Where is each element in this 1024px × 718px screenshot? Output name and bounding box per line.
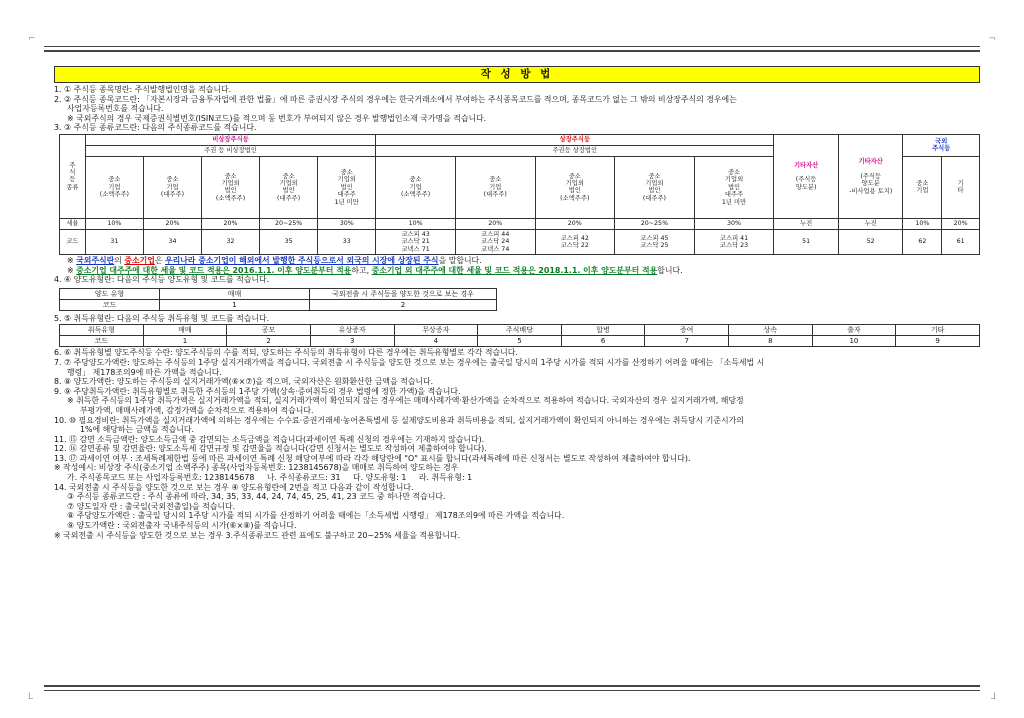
- unlisted-col: 중소 기업 (대주주): [143, 156, 201, 218]
- rate-cell: 누진: [774, 218, 839, 229]
- top-rule: [44, 46, 980, 47]
- instruction-7: 7. ⑦ 주당양도가액란: 양도하는 주식등의 1주당 실지거래가액을 적습니다. 국외전출 시 주식등을 양도한 것으로 보는 경우에는 출국일 당시의 1주당 시가를 적되 시가를 산정하기 어려울 때에는 「소득세법 시: [54, 357, 765, 367]
- bottom-rule: [44, 690, 980, 691]
- rate-cell: 20%: [942, 218, 980, 229]
- table-header: 상속: [729, 325, 813, 336]
- table-cell: 1: [143, 336, 227, 347]
- table-header: 기타: [896, 325, 980, 336]
- instruction-2-cont: 사업자등록번호를 적습니다.: [67, 104, 164, 114]
- instruction-5: 5. ⑤ 취득유형란: 다음의 주식등 취득유형 및 코드를 적습니다.: [54, 313, 270, 323]
- table-cell: 1: [160, 299, 310, 310]
- code-cell: 코스피 42 코스닥 22: [535, 229, 615, 254]
- instruction-9-note-cont: 부평가액, 매매사례가액, 감정가액을 순차적으로 적용하여 적습니다.: [80, 405, 314, 415]
- code-cell: 35: [260, 229, 318, 254]
- listed-group-header: 상장주식등: [376, 134, 774, 145]
- listed-col: 중소 기업외 법인 (소액주주): [535, 156, 615, 218]
- table-header: 국외전출 시 주식등을 양도한 것으로 보는 경우: [310, 288, 497, 299]
- table-cell: 9: [896, 336, 980, 347]
- rate-cell: 10%: [376, 218, 456, 229]
- crop-mark-icon: ⅃: [990, 692, 996, 702]
- code-cell: 62: [903, 229, 942, 254]
- rate-cell: 20%: [455, 218, 535, 229]
- code-cell: 51: [774, 229, 839, 254]
- rate-label: 세율: [60, 218, 86, 229]
- listed-col: 중소 기업 (소액주주): [376, 156, 456, 218]
- crop-mark-icon: ⌐: [28, 34, 36, 44]
- table-cell: 2: [227, 336, 311, 347]
- rate-cell: 10%: [903, 218, 942, 229]
- instruction-13: 13. ⑰ 과세이연 여부 : 조세특례제한법 등에 따른 과세이연 특례 신청 해당여부에 따라 각각 해당란에 "O" 표시를 합니다(과세특례에 따른 신청서는 별도로 작성하여 제출하여야 합니다).: [54, 453, 691, 463]
- instruction-14-a: ③ 주식등 종류코드란 : 주식 종류에 따라, 34, 35, 33, 44, 24, 74, 45, 25, 41, 23 코드 중 하나만 적습니다.: [67, 492, 446, 502]
- listed-col: 중소 기업 (대주주): [455, 156, 535, 218]
- instruction-9: 9. ⑨ 주당취득가액란: 취득유형별로 취득한 주식등의 1주당 가액(상속·증여취득의 경우 법령에 정한 가액)을 적습니다.: [54, 386, 461, 396]
- rate-cell: 30%: [318, 218, 376, 229]
- table-cell: 코드: [60, 299, 160, 310]
- table-cell: 6: [561, 336, 645, 347]
- instruction-4: 4. ④ 양도유형란: 다음의 주식등 양도유형 및 코드를 적습니다.: [54, 275, 270, 285]
- table-header: 매매: [160, 288, 310, 299]
- table-header: 출자: [812, 325, 896, 336]
- table-header: 매매: [143, 325, 227, 336]
- table-cell: 7: [645, 336, 729, 347]
- unlisted-group-header: 비상장주식등: [85, 134, 375, 145]
- table-cell: 8: [729, 336, 813, 347]
- code-cell: 33: [318, 229, 376, 254]
- table-header: 취득유형: [60, 325, 144, 336]
- crop-mark-icon: L: [28, 692, 34, 702]
- table-header: 합병: [561, 325, 645, 336]
- code-cell: 61: [942, 229, 980, 254]
- instruction-14: 14. 국외전출 시 주식등을 양도한 것으로 보는 경우 ④ 양도유형란에 2번을 적고 다음과 같이 작성합니다.: [54, 482, 414, 492]
- other-asset-2-header: 기타자산 (주식등 양도분 -비사업용 토지): [838, 134, 903, 218]
- stock-type-code-table: [59, 134, 980, 255]
- foreign-col: 중소 기업: [903, 156, 942, 218]
- instruction-8: 8. ⑧ 양도가액란: 양도하는 주식등의 실지거래가액(⑥×⑦)을 적으며, 국외자산은 원화환산한 금액을 적습니다.: [54, 377, 434, 387]
- instruction-14-b: ⑦ 양도일자 란 : 출국일(국외전출일)을 적습니다.: [67, 501, 236, 511]
- instruction-2: 2. ② 주식등 종목코드란: 「자본시장과 금융투자업에 관한 법률」에 따른 증권시장 주식의 경우에는 한국거래소에서 부여하는 주식종목코드를 적으며, 종목코드가 없는 그 밖의 비상장주식의 경우에는: [54, 94, 737, 104]
- code-cell: 코스피 44 코스닥 24 코넥스 74: [455, 229, 535, 254]
- example-detail: 가. 주식종목코드 또는 사업자등록번호: 1238145678 나. 주식종류코드: 31 다. 양도유형: 1 라. 취득유형: 1: [67, 473, 473, 483]
- instruction-7-cont: 행령」 제178조의9에 따른 가액을 적습니다.: [67, 367, 222, 377]
- code-label: 코드: [60, 229, 86, 254]
- section-title: 작 성 방 법: [54, 66, 980, 83]
- table-header: 무상증자: [394, 325, 478, 336]
- rate-cell: 20%: [143, 218, 201, 229]
- code-cell: 52: [838, 229, 903, 254]
- unlisted-sub-header: 주권 등 비상장법인: [85, 145, 375, 156]
- rate-cell: 20%: [535, 218, 615, 229]
- unlisted-col: 중소 기업외 법인 (소액주주): [202, 156, 260, 218]
- foreign-group-header: 국외 주식등: [903, 134, 980, 156]
- unlisted-col: 중소 기업외 법인 대주주 1년 미만: [318, 156, 376, 218]
- rate-cell: 20~25%: [615, 218, 695, 229]
- table-cell: 5: [478, 336, 562, 347]
- table-header: 유상증자: [310, 325, 394, 336]
- example-header: ※ 작성예시: 비상장 주식(중소기업 소액주주) 종목(사업자등록번호: 1238145678)을 매매로 취득하여 양도하는 경우: [54, 463, 459, 473]
- table-cell: 3: [310, 336, 394, 347]
- table-header: 공모: [227, 325, 311, 336]
- code-cell: 코스피 45 코스닥 25: [615, 229, 695, 254]
- listed-sub-header: 주권등 상장법인: [376, 145, 774, 156]
- table-header: 증여: [645, 325, 729, 336]
- listed-col: 중소 기업외 법인 대주주 1년 미만: [694, 156, 774, 218]
- instruction-10: 10. ⑩ 필요경비란: 취득가액을 실지거래가액에 의하는 경우에는 수수료·증권거래세·농어촌특별세 등 실제양도비용과 취득비용을 적되, 실지거래가액이 확인되지 아니하는 경우에는 취득당시 기준시가의: [54, 415, 744, 425]
- rate-cell: 20~25%: [260, 218, 318, 229]
- rate-cell: 30%: [694, 218, 774, 229]
- instruction-10-cont: 1%에 해당하는 금액을 적습니다.: [80, 425, 195, 435]
- top-rule-thick: [44, 50, 980, 52]
- transfer-type-table: [59, 288, 497, 311]
- table-header: 주식배당: [478, 325, 562, 336]
- code-cell: 32: [202, 229, 260, 254]
- code-cell: 코스피 43 코스닥 21 코넥스 71: [376, 229, 456, 254]
- code-cell: 31: [85, 229, 143, 254]
- rate-cell: 누진: [838, 218, 903, 229]
- unlisted-col: 중소 기업외 법인 (대주주): [260, 156, 318, 218]
- foreign-col: 기 타: [942, 156, 980, 218]
- acquisition-type-table: [59, 324, 980, 347]
- rate-cell: 10%: [85, 218, 143, 229]
- instruction-1: 1. ① 주식등 종목명란: 주식발행법인명을 적습니다.: [54, 85, 232, 94]
- major-shareholder-note: ※ 중소기업 대주주에 대한 세율 및 코드 적용은 2016.1.1. 이후 양도분부터 적용하고, 중소기업 외 대주주에 대한 세율 및 코드 적용은 2018.1.1. 이후 양도분부터 적용합니다.: [67, 265, 683, 275]
- table-cell: 10: [812, 336, 896, 347]
- table-header: 양도 유형: [60, 288, 160, 299]
- table-cell: 4: [394, 336, 478, 347]
- instruction-14-d: ⑨ 양도가액란 : 국외전출자 국내주식등의 시가(⑥×⑧)를 적습니다.: [67, 521, 297, 531]
- final-note: ※ 국외전출 시 주식등을 양도한 것으로 보는 경우 3.주식종류코드 관련 표에도 불구하고 20~25% 세율을 적용합니다.: [54, 530, 461, 540]
- instruction-6: 6. ⑥ 취득유형별 양도주식등 수란: 양도주식등의 수를 적되, 양도하는 주식등의 취득유형이 다른 경우에는 취득유형별로 각각 적습니다.: [54, 348, 518, 358]
- crop-mark-icon: ¬: [988, 34, 996, 44]
- code-cell: 코스피 41 코스닥 23: [694, 229, 774, 254]
- instruction-11: 11. ⑮ 감면 소득금액란: 양도소득금액 중 감면되는 소득금액을 적습니다(과세이연 특례 신청의 경우에는 기재하지 않습니다).: [54, 434, 485, 444]
- row-header-type: 주 식 등 종류: [60, 134, 86, 218]
- table-cell: 코드: [60, 336, 144, 347]
- listed-col: 중소 기업외 법인 (대주주): [615, 156, 695, 218]
- instruction-2-note: ※ 국외주식의 경우 국제증권식별번호(ISIN코드)를 적으며 동 번호가 부여되지 않은 경우 발행법인소재 국가명을 적습니다.: [67, 113, 487, 123]
- instruction-9-note: ※ 취득한 주식등의 1주당 취득가액은 실지거래가액을 적되, 실지거래가액이 확인되지 않는 경우에는 매매사례가액·환산가액을 순차적으로 적용하여 적습니다. 국외자산의 경우 실지거래가액, 해당정: [67, 396, 744, 406]
- instructions-section: [54, 66, 980, 540]
- instruction-14-c: ⑧ 주당양도가액란 : 출국일 당시의 1주당 시가를 적되 시가를 산정하기 어려울 때에는「소득세법 시행령」 제178조의9에 따른 가액을 적습니다.: [67, 511, 565, 521]
- other-asset-1-header: 기타자산 (주식등 양도분): [774, 134, 839, 218]
- foreign-sme-note: ※ 국외주식란의 중소기업은 우리나라 중소기업이 해외에서 발행한 주식등으로서 외국의 시장에 상장된 주식을 말합니다.: [67, 255, 482, 265]
- instruction-3: 3. ③ 주식등 종류코드란: 다음의 주식종류코드를 적습니다.: [54, 123, 257, 133]
- bottom-rule-thick: [44, 685, 980, 687]
- table-cell: 2: [310, 299, 497, 310]
- unlisted-col: 중소 기업 (소액주주): [85, 156, 143, 218]
- code-cell: 34: [143, 229, 201, 254]
- rate-cell: 20%: [202, 218, 260, 229]
- instruction-12: 12. ⑯ 감면종류 및 감면율란: 양도소득세 감면규정 및 감면율을 적습니다(감면 신청서는 별도로 작성하여 제출하여야 합니다).: [54, 444, 487, 454]
